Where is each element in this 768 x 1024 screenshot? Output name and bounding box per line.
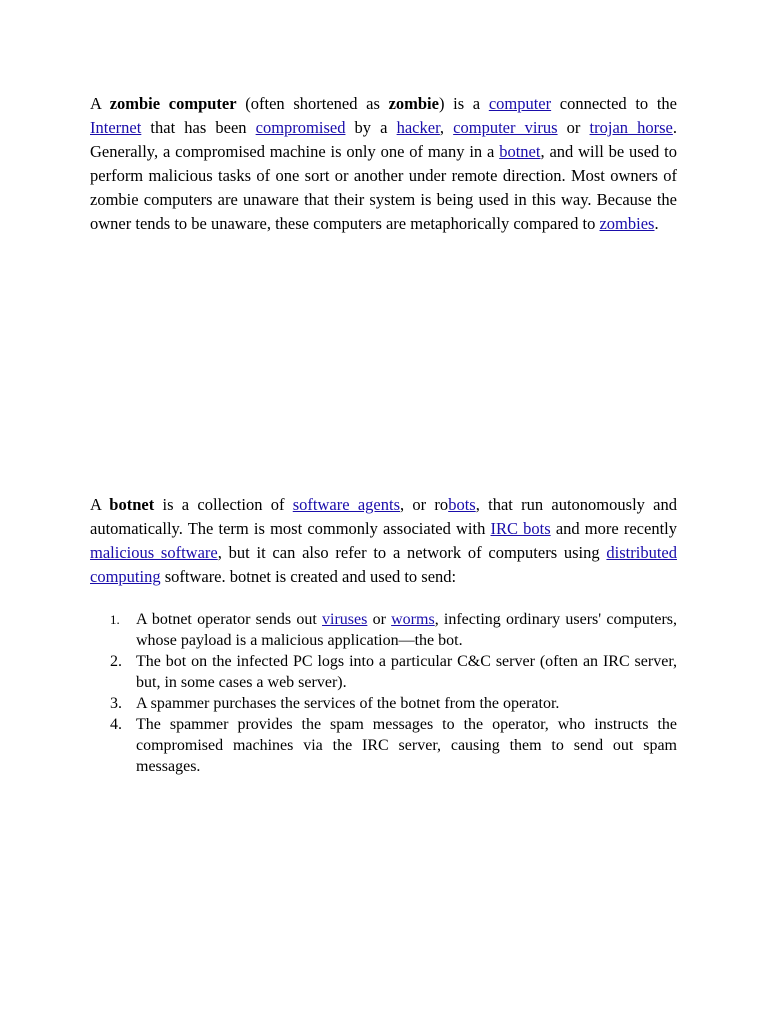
text-span: ) is a [438, 94, 489, 113]
text-span: , or ro [400, 495, 449, 514]
botnet-steps-list [90, 609, 677, 777]
text-span: A [90, 94, 110, 113]
text-span: , that run autonomously and automatically. The term is most commonly associated with [90, 495, 678, 538]
botnet-paragraph [90, 493, 677, 589]
link-botnet[interactable]: botnet [499, 142, 541, 161]
text-span: and more recently [550, 519, 677, 538]
list-item-text: The spammer provides the spam messages to the operator, who instructs the compromised machines via the IRC server, causing them to send out spam messages. [136, 716, 677, 775]
zombie-computer-paragraph [90, 92, 677, 236]
list-item [90, 651, 677, 693]
link-hacker[interactable]: hacker [396, 118, 440, 137]
text-span: , infecting ordinary users' computers, whose payload is a malicious application—the bot. [136, 611, 678, 649]
list-item-text: A spammer purchases the services of the botnet from the operator. [136, 695, 560, 712]
link-computer[interactable]: computer [488, 94, 552, 113]
link-worms[interactable]: worms [391, 611, 435, 628]
term-botnet: botnet [109, 495, 155, 514]
list-item [90, 714, 677, 777]
link-internet[interactable]: Internet [90, 118, 142, 137]
text-span: or [557, 118, 590, 137]
text-span: , but it can also refer to a network of computers using [217, 543, 607, 562]
text-span: by a [345, 118, 397, 137]
link-bots[interactable]: bots [448, 495, 476, 514]
list-item-text: The bot on the infected PC logs into a particular C&C server (often an IRC server, but, in some cases a web server). [136, 653, 677, 691]
link-malicious-software[interactable]: malicious software [90, 543, 218, 562]
text-span: . Generally, a compromised machine is only one of many in a [90, 118, 678, 161]
link-irc-bots[interactable]: IRC bots [490, 519, 551, 538]
text-span: A [90, 495, 110, 514]
text-span: that has been [141, 118, 256, 137]
list-number: 2. [110, 653, 122, 670]
term-zombie: zombie [388, 94, 439, 113]
list-number: 4. [110, 716, 122, 733]
link-distributed-computing[interactable]: distributed computing [90, 543, 677, 586]
text-span: A botnet operator sends out [136, 611, 323, 628]
text-span: is a collection of [154, 495, 293, 514]
link-trojan-horse[interactable]: trojan horse [589, 118, 673, 137]
text-span: software. botnet is created and used to send: [160, 567, 457, 586]
list-number: 1. [110, 612, 120, 627]
text-span: or [367, 611, 392, 628]
text-span: (often shortened as [236, 94, 389, 113]
link-software-agents[interactable]: software agents [292, 495, 400, 514]
text-span: connected to the [551, 94, 678, 113]
list-item [90, 609, 677, 651]
link-computer-virus[interactable]: computer virus [453, 118, 558, 137]
text-span: . [654, 214, 659, 233]
list-item [90, 693, 677, 714]
text-span: , [439, 118, 454, 137]
link-compromised[interactable]: compromised [255, 118, 346, 137]
link-zombies[interactable]: zombies [599, 214, 655, 233]
text-span: , and will be used to perform malicious tasks of one sort or another under remote direction. Most owners of zombie computers are unaware that their system is being used in this way. Because the owner tends to be unaware, these computers are metaphorically compared to [90, 142, 677, 233]
link-viruses[interactable]: viruses [322, 611, 368, 628]
term-zombie-computer: zombie computer [109, 94, 237, 113]
list-number: 3. [110, 695, 122, 712]
